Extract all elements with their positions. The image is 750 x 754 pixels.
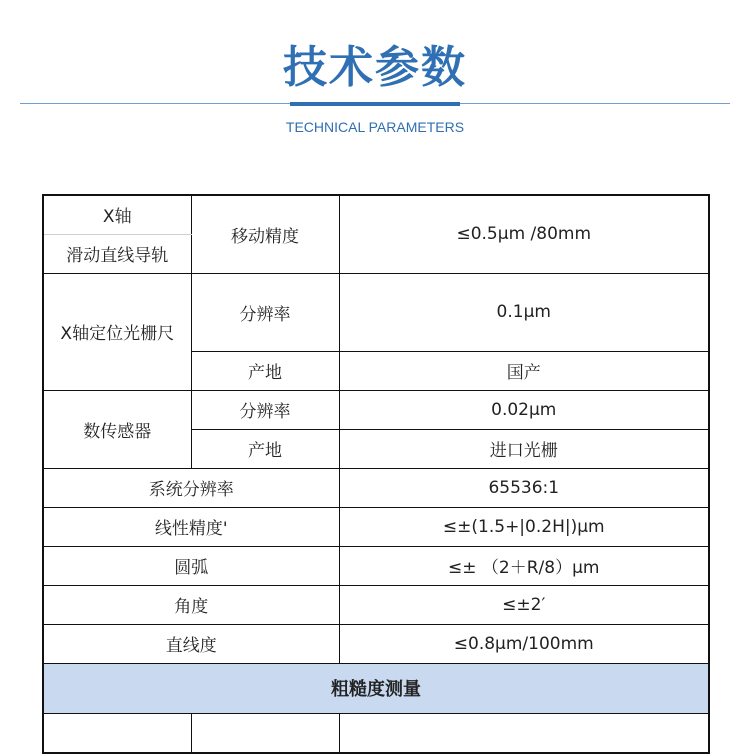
move-accuracy-value: ≤0.5μm /80mm [339, 195, 709, 273]
title-underline [290, 102, 460, 106]
grating-resolution-value: 0.1μm [339, 273, 709, 351]
grating-resolution-label: 分辨率 [191, 273, 339, 351]
group-x-grating: X轴定位光栅尺 [43, 273, 191, 390]
sensor-origin-value: 进口光栅 [339, 429, 709, 468]
system-resolution-value: 65536:1 [339, 468, 709, 507]
table-cell [339, 713, 709, 753]
arc-label: 圆弧 [43, 546, 339, 585]
straightness-label: 直线度 [43, 624, 339, 663]
arc-value: ≤± （2＋R/8）μm [339, 546, 709, 585]
page-title: 技术参数 [283, 42, 467, 93]
group-sensor: 数传感器 [43, 390, 191, 468]
grating-origin-value: 国产 [339, 351, 709, 390]
sensor-resolution-value: 0.02μm [339, 390, 709, 429]
straightness-value: ≤0.8μm/100mm [339, 624, 709, 663]
angle-value: ≤±2′ [339, 585, 709, 624]
move-accuracy-label: 移动精度 [191, 195, 339, 273]
system-resolution-label: 系统分辨率 [43, 468, 339, 507]
grating-origin-label: 产地 [191, 351, 339, 390]
table-cell [43, 713, 191, 753]
sensor-origin-label: 产地 [191, 429, 339, 468]
parameters-table [42, 194, 710, 754]
angle-label: 角度 [43, 585, 339, 624]
sensor-resolution-label: 分辨率 [191, 390, 339, 429]
linear-accuracy-value: ≤±(1.5+|0.2H|)μm [339, 507, 709, 546]
table-cell [191, 713, 339, 753]
group-x-rail-line1: X轴 [43, 195, 191, 234]
linear-accuracy-label: 线性精度' [43, 507, 339, 546]
section-roughness-header: 粗糙度测量 [43, 663, 709, 713]
page-subtitle: TECHNICAL PARAMETERS [285, 119, 465, 135]
group-x-rail-line2: 滑动直线导轨 [43, 234, 191, 273]
